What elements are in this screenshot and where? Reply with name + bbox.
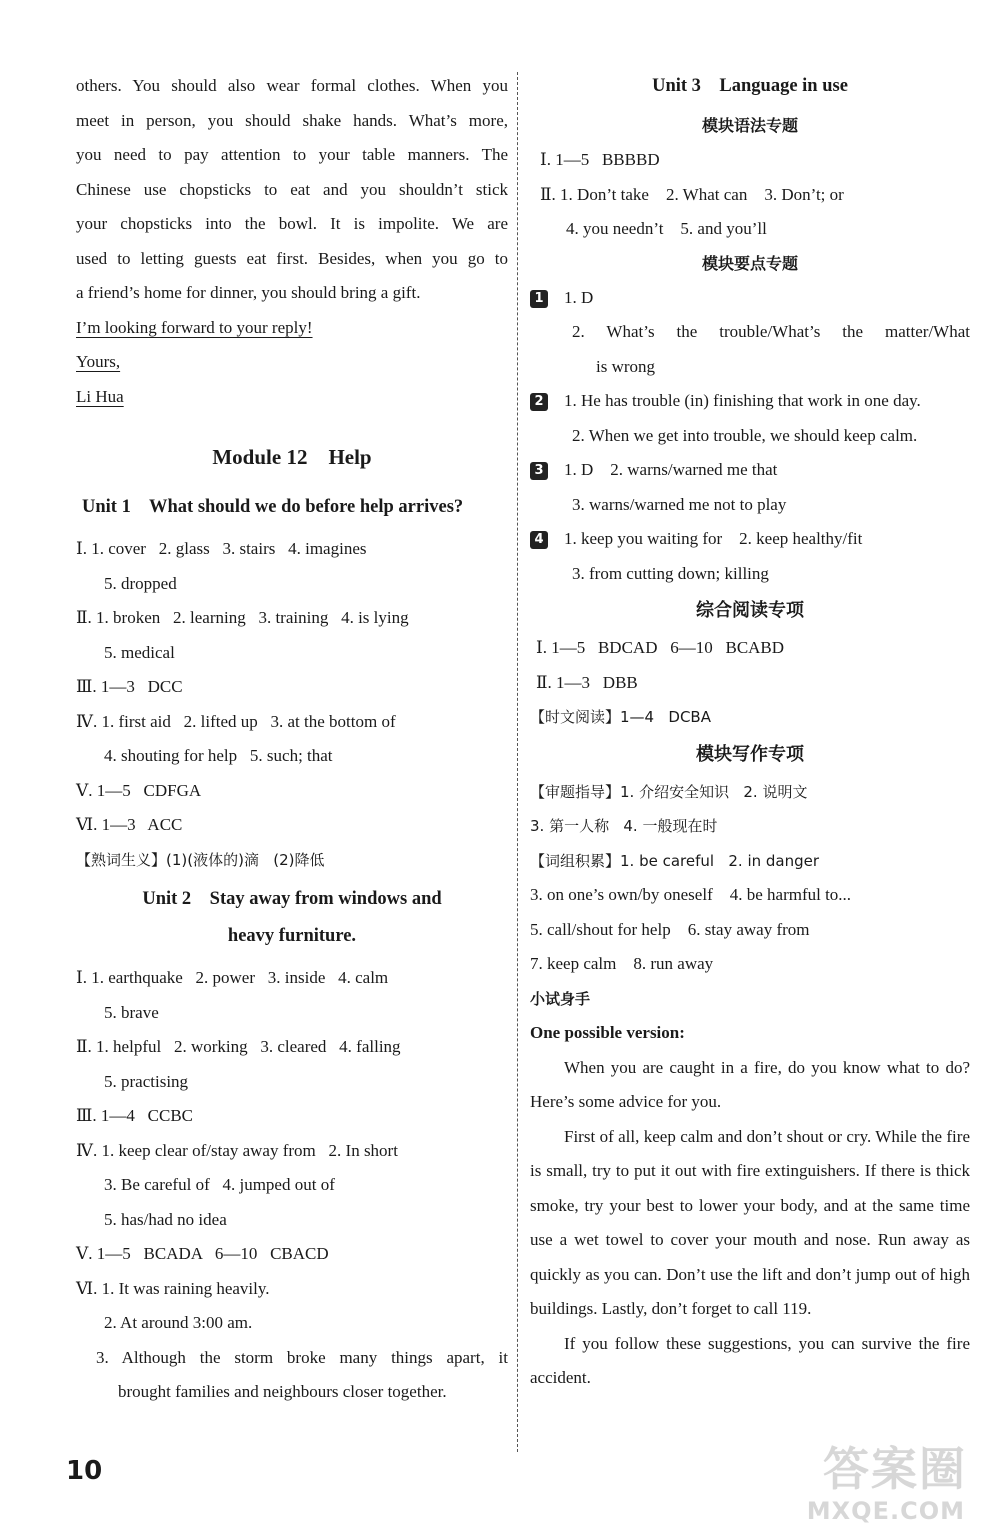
left-column: [76, 69, 508, 1410]
unit2-title-line1: Unit 2 Stay away from windows and: [142, 889, 442, 909]
letter-line: your chopsticks into the bowl. It is impolite. We are: [76, 214, 508, 233]
version-label: One possible version:: [530, 1023, 685, 1042]
answer-text: 1. keep you waiting for 2. keep healthy/fit: [564, 529, 863, 548]
answer-row: Ⅳ. 1. keep clear of/stay away from 2. In short: [76, 1140, 398, 1160]
essay-paragraph: First of all, keep calm and don’t shout or cry. While the fire is small, try to put it out with fire extinguishers. If there is thick smoke, try your best to lower your body, and at the same time use a wet towel to cover your mouth and nose. Run away as quickly as you can. Don’t use the lift and don’t jump out of high buildings. Lastly, don’t forget to call 119.: [530, 1126, 970, 1318]
answer-row: Ⅱ. 1. helpful 2. working 3. cleared 4. falling: [76, 1037, 401, 1056]
answer-text: 3. warns/warned me not to play: [572, 494, 787, 514]
letter-line: you need to pay attention to your table manners. The: [76, 145, 508, 164]
answer-row: Ⅱ. 1—3 DBB: [536, 672, 638, 692]
right-column: [530, 68, 970, 1396]
answer-row: 5. practising: [104, 1071, 189, 1091]
answer-row: Ⅰ. 1. earthquake 2. power 3. inside 4. calm: [76, 968, 389, 987]
number-badge-4: 4: [530, 531, 548, 549]
answer-row: Ⅲ. 1—4 CCBC: [76, 1106, 193, 1125]
answer-row: 5. dropped: [104, 573, 177, 593]
watermark-url: MXQE.COM: [806, 1497, 965, 1525]
letter-closing: I’m looking forward to your reply!: [76, 317, 313, 337]
unit2-title-line2: heavy furniture.: [227, 926, 357, 946]
unit3-title: Unit 3 Language in use: [652, 76, 848, 96]
answer-row: 2. At around 3:00 am.: [104, 1313, 253, 1332]
answer-row: Ⅳ. 1. first aid 2. lifted up 3. at the bottom of: [76, 711, 396, 731]
answer-row: 4. shouting for help 5. such; that: [104, 746, 333, 765]
answer-text: 2. What’s the trouble/What’s the matter/What: [572, 322, 970, 341]
unit1-title: Unit 1 What should we do before help arrives?: [82, 497, 464, 517]
answer-text: is wrong: [596, 356, 656, 376]
answer-text: 1. D 2. warns/warned me that: [564, 460, 778, 479]
writing-row: 【词组积累】1. be careful 2. in danger: [530, 851, 820, 870]
answer-row: Ⅱ. 1. Don’t take 2. What can 3. Don’t; or: [540, 184, 844, 204]
answer-row: Ⅰ. 1. cover 2. glass 3. stairs 4. imagines: [76, 539, 367, 558]
writing-row: 5. call/shout for help 6. stay away from: [530, 919, 810, 939]
answer-row: Ⅴ. 1—5 BCADA 6—10 CBACD: [76, 1244, 329, 1263]
answer-row: 3. Be careful of 4. jumped out of: [104, 1175, 335, 1194]
try-label: 小试身手: [530, 989, 591, 1008]
writing-row: 7. keep calm 8. run away: [530, 954, 714, 973]
answer-text: 3. from cutting down; killing: [572, 563, 769, 583]
answer-row: 5. brave: [104, 1002, 159, 1022]
letter-line: Chinese use chopsticks to eat and you shouldn’t stick: [76, 179, 508, 199]
letter-yours: Yours,: [76, 352, 121, 371]
watermark-text: 答案圈: [823, 1442, 967, 1496]
answer-row: Ⅴ. 1—5 CDFGA: [76, 780, 202, 800]
writing-row: 3. on one’s own/by oneself 4. be harmful to...: [530, 885, 852, 904]
letter-line: used to letting guests eat first. Besides, when you go to: [76, 248, 508, 268]
answer-row: Ⅵ. 1. It was raining heavily.: [76, 1278, 270, 1298]
answer-row: Ⅵ. 1—3 ACC: [76, 815, 183, 834]
number-badge-1: 1: [530, 290, 548, 308]
answer-row: 3. Although the storm broke many things apart, it: [96, 1347, 508, 1367]
watermark-logo: [796, 1444, 971, 1526]
writing-row: 【审题指导】1. 介绍安全知识 2. 说明文: [530, 782, 808, 801]
grammar-heading: 模块语法专题: [701, 116, 798, 135]
number-badge-2: 2: [530, 393, 548, 411]
answer-text: 2. When we get into trouble, we should keep calm.: [572, 425, 918, 445]
letter-line: meet in person, you should shake hands. What’s more,: [76, 110, 508, 130]
essay-paragraph: When you are caught in a fire, do you know what to do? Here’s some advice for you.: [530, 1057, 970, 1111]
answer-row: brought families and neighbours closer together.: [118, 1382, 447, 1401]
letter-signature: Li Hua: [76, 386, 124, 406]
shuci-row: 【熟词生义】(1)(液体的)滴 (2)降低: [76, 850, 325, 869]
page-number: 10: [66, 1456, 103, 1486]
reading-heading: 综合阅读专项: [696, 600, 804, 621]
answer-row: Ⅱ. 1. broken 2. learning 3. training 4. is lying: [76, 608, 409, 627]
answer-row: 5. has/had no idea: [104, 1209, 227, 1229]
answer-text: 1. He has trouble (in) finishing that work in one day.: [564, 391, 921, 410]
answer-row: Ⅰ. 1—5 BBBBD: [540, 150, 660, 169]
points-heading: 模块要点专题: [701, 253, 798, 273]
essay-paragraph: If you follow these suggestions, you can survive the fire accident.: [530, 1333, 970, 1387]
answer-row: Ⅲ. 1—3 DCC: [76, 677, 183, 696]
writing-row: 3. 第一人称 4. 一般现在时: [530, 817, 718, 835]
writing-heading: 模块写作专项: [696, 743, 804, 765]
answer-row: 4. you needn’t 5. and you’ll: [566, 219, 767, 238]
number-badge-3: 3: [530, 462, 548, 480]
letter-line: others. You should also wear formal clothes. When you: [76, 76, 508, 95]
module-title: Module 12 Help: [212, 445, 372, 469]
answer-text: 1. D: [564, 287, 594, 307]
answer-row: 5. medical: [104, 642, 175, 662]
letter-line: a friend’s home for dinner, you should bring a gift.: [76, 283, 421, 302]
answer-row: Ⅰ. 1—5 BDCAD 6—10 BCABD: [536, 638, 785, 657]
answer-row: 【时文阅读】1—4 DCBA: [530, 708, 711, 726]
column-divider: [517, 72, 518, 1452]
